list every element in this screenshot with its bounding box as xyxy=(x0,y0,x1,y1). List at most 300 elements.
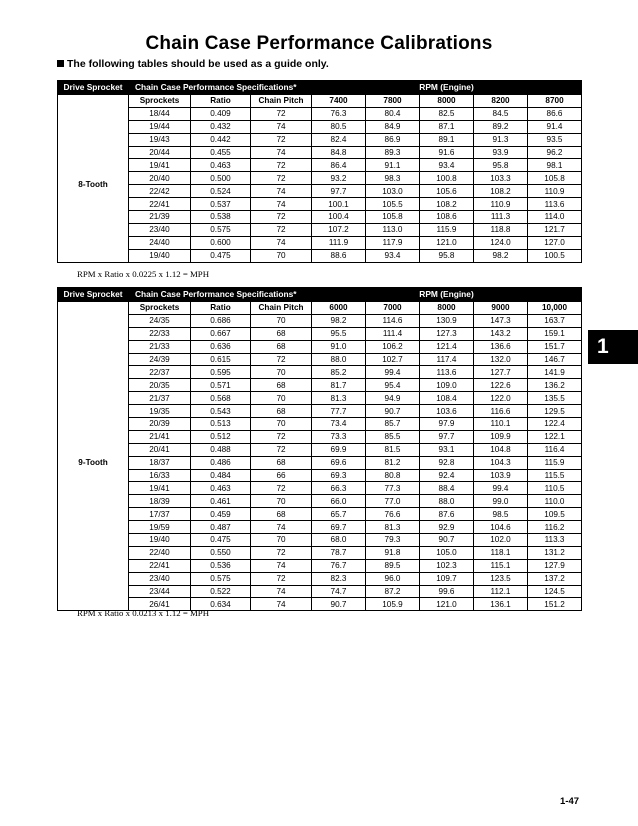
table-cell: 0.463 xyxy=(191,159,251,172)
calibration-table-9-tooth xyxy=(57,287,582,611)
table-cell: 76.7 xyxy=(312,559,366,572)
table-cell: 116.4 xyxy=(528,443,582,456)
table-cell: 18/39 xyxy=(129,495,191,508)
table-cell: 0.537 xyxy=(191,198,251,211)
drive-sprocket-label: 9-Tooth xyxy=(58,314,129,610)
table-cell: 72 xyxy=(251,430,312,443)
table-cell: 0.600 xyxy=(191,236,251,249)
table-row xyxy=(58,327,582,340)
table-cell: 97.9 xyxy=(420,418,474,431)
table-row xyxy=(58,198,582,211)
table-cell: 94.9 xyxy=(366,392,420,405)
table-cell: 0.484 xyxy=(191,469,251,482)
table-cell: 87.1 xyxy=(420,120,474,133)
table-cell: 95.8 xyxy=(420,249,474,262)
table-row xyxy=(58,185,582,198)
table-cell: 88.0 xyxy=(312,353,366,366)
drive-sprocket-label: 8-Tooth xyxy=(58,107,129,262)
table-cell: 68 xyxy=(251,340,312,353)
table-cell: 103.3 xyxy=(474,172,528,185)
table-cell: 0.512 xyxy=(191,430,251,443)
table-cell: 93.1 xyxy=(420,443,474,456)
table-cell: 127.9 xyxy=(528,559,582,572)
table-cell: 109.9 xyxy=(474,430,528,443)
table-row xyxy=(58,366,582,379)
table-cell: 91.3 xyxy=(474,133,528,146)
table-cell: 0.487 xyxy=(191,521,251,534)
table-cell: 93.5 xyxy=(528,133,582,146)
table-cell: 151.2 xyxy=(528,598,582,611)
table-cell: 21/41 xyxy=(129,430,191,443)
table-cell: 22/42 xyxy=(129,185,191,198)
table-cell: 103.6 xyxy=(420,405,474,418)
table-cell: 122.4 xyxy=(528,418,582,431)
table-cell: 0.543 xyxy=(191,405,251,418)
table-cell: 0.432 xyxy=(191,120,251,133)
rpm-col-header: 8700 xyxy=(528,95,582,108)
table-cell: 110.1 xyxy=(474,418,528,431)
table-cell: 74 xyxy=(251,521,312,534)
table-row xyxy=(58,146,582,159)
table-cell: 124.5 xyxy=(528,585,582,598)
table-row xyxy=(58,469,582,482)
table-row xyxy=(58,353,582,366)
table-cell: 114.0 xyxy=(528,211,582,224)
table-cell: 69.9 xyxy=(312,443,366,456)
table-cell: 136.6 xyxy=(474,340,528,353)
table-cell: 87.2 xyxy=(366,585,420,598)
table-body xyxy=(58,107,582,262)
table-cell: 141.9 xyxy=(528,366,582,379)
table-row xyxy=(58,211,582,224)
spec-header: Chain Case Performance Specifications* xyxy=(129,288,312,302)
table-cell: 90.7 xyxy=(366,405,420,418)
table-cell: 0.455 xyxy=(191,146,251,159)
table-cell: 66.3 xyxy=(312,482,366,495)
table-cell: 122.1 xyxy=(528,430,582,443)
guide-note xyxy=(57,58,329,70)
table-cell: 88.0 xyxy=(420,495,474,508)
table-cell: 127.7 xyxy=(474,366,528,379)
table-cell: 103.0 xyxy=(366,185,420,198)
table-cell: 16/33 xyxy=(129,469,191,482)
table-row xyxy=(58,405,582,418)
table-cell: 93.2 xyxy=(312,172,366,185)
table-cell: 122.0 xyxy=(474,392,528,405)
table-cell: 124.0 xyxy=(474,236,528,249)
table-cell: 0.524 xyxy=(191,185,251,198)
table-cell: 98.2 xyxy=(312,314,366,327)
table-cell: 109.7 xyxy=(420,572,474,585)
table-cell: 80.5 xyxy=(312,120,366,133)
table-cell: 95.8 xyxy=(474,159,528,172)
table-cell: 74 xyxy=(251,585,312,598)
table-cell: 24/40 xyxy=(129,236,191,249)
table-cell: 0.459 xyxy=(191,508,251,521)
table-cell: 99.4 xyxy=(474,482,528,495)
table-cell: 87.6 xyxy=(420,508,474,521)
table-cell: 122.6 xyxy=(474,379,528,392)
table-row xyxy=(58,172,582,185)
table-cell: 72 xyxy=(251,159,312,172)
table-cell: 115.9 xyxy=(420,223,474,236)
table-cell: 92.8 xyxy=(420,456,474,469)
table-cell: 89.5 xyxy=(366,559,420,572)
table-cell: 74 xyxy=(251,120,312,133)
table-cell: 90.7 xyxy=(420,534,474,547)
table-cell: 68 xyxy=(251,327,312,340)
table-cell: 151.7 xyxy=(528,340,582,353)
table-cell: 131.2 xyxy=(528,546,582,559)
table-cell: 163.7 xyxy=(528,314,582,327)
table-cell: 92.9 xyxy=(420,521,474,534)
table-row xyxy=(58,495,582,508)
table-cell: 129.5 xyxy=(528,405,582,418)
table-cell: 82.3 xyxy=(312,572,366,585)
table-cell: 105.8 xyxy=(528,172,582,185)
chain-pitch-header: Chain Pitch xyxy=(251,95,312,108)
table-cell: 72 xyxy=(251,572,312,585)
table-row xyxy=(58,430,582,443)
table-cell: 146.7 xyxy=(528,353,582,366)
table-cell: 81.7 xyxy=(312,379,366,392)
table-body xyxy=(58,314,582,610)
table-cell: 22/41 xyxy=(129,198,191,211)
ratio-header: Ratio xyxy=(191,302,251,315)
table-row xyxy=(58,120,582,133)
table-cell: 109.0 xyxy=(420,379,474,392)
sprockets-header: Sprockets xyxy=(129,302,191,315)
table-cell: 113.0 xyxy=(366,223,420,236)
table-cell: 88.4 xyxy=(420,482,474,495)
table-cell: 91.4 xyxy=(528,120,582,133)
table-cell: 65.7 xyxy=(312,508,366,521)
table-cell: 76.6 xyxy=(366,508,420,521)
table-cell: 104.8 xyxy=(474,443,528,456)
table-cell: 70 xyxy=(251,534,312,547)
table-cell: 82.5 xyxy=(420,107,474,120)
table-row xyxy=(58,418,582,431)
table-cell: 0.463 xyxy=(191,482,251,495)
table-cell: 19/44 xyxy=(129,120,191,133)
table-cell: 72 xyxy=(251,133,312,146)
table-cell: 19/41 xyxy=(129,482,191,495)
table-cell: 104.3 xyxy=(474,456,528,469)
table-cell: 21/37 xyxy=(129,392,191,405)
table-cell: 85.2 xyxy=(312,366,366,379)
table-cell: 69.3 xyxy=(312,469,366,482)
table-cell: 20/40 xyxy=(129,172,191,185)
table-cell: 72 xyxy=(251,353,312,366)
table-cell: 0.475 xyxy=(191,534,251,547)
table-cell: 23/40 xyxy=(129,223,191,236)
table-cell: 77.0 xyxy=(366,495,420,508)
table-cell: 115.5 xyxy=(528,469,582,482)
table-cell: 22/40 xyxy=(129,546,191,559)
table-cell: 20/35 xyxy=(129,379,191,392)
calibration-table-8-tooth xyxy=(57,80,582,263)
table-cell: 108.2 xyxy=(420,198,474,211)
table-cell: 0.550 xyxy=(191,546,251,559)
table-cell: 72 xyxy=(251,546,312,559)
table-cell: 132.0 xyxy=(474,353,528,366)
table-cell: 113.6 xyxy=(420,366,474,379)
table-cell: 74 xyxy=(251,598,312,611)
table-cell: 91.8 xyxy=(366,546,420,559)
table-cell: 69.7 xyxy=(312,521,366,534)
table-row xyxy=(58,133,582,146)
table-cell: 113.3 xyxy=(528,534,582,547)
table-cell: 66.0 xyxy=(312,495,366,508)
table-cell: 0.615 xyxy=(191,353,251,366)
table-row xyxy=(58,159,582,172)
table-cell: 19/40 xyxy=(129,534,191,547)
table-cell: 20/41 xyxy=(129,443,191,456)
table-cell: 135.5 xyxy=(528,392,582,405)
table-cell: 76.3 xyxy=(312,107,366,120)
table-cell: 81.3 xyxy=(312,392,366,405)
table-row xyxy=(58,572,582,585)
table-cell: 123.5 xyxy=(474,572,528,585)
table-cell: 108.4 xyxy=(420,392,474,405)
table-cell: 18/37 xyxy=(129,456,191,469)
table-row xyxy=(58,508,582,521)
table-cell: 0.488 xyxy=(191,443,251,456)
table-cell: 20/44 xyxy=(129,146,191,159)
table-cell: 105.9 xyxy=(366,598,420,611)
rpm-header: RPM (Engine) xyxy=(312,288,582,302)
table-cell: 84.9 xyxy=(366,120,420,133)
table-cell: 110.9 xyxy=(474,198,528,211)
table-cell: 20/39 xyxy=(129,418,191,431)
table-cell: 19/40 xyxy=(129,249,191,262)
table-cell: 127.0 xyxy=(528,236,582,249)
table-row xyxy=(58,340,582,353)
table-cell: 70 xyxy=(251,392,312,405)
table-cell: 110.9 xyxy=(528,185,582,198)
table-cell: 97.7 xyxy=(312,185,366,198)
table-cell: 113.6 xyxy=(528,198,582,211)
table-cell: 0.442 xyxy=(191,133,251,146)
table-cell: 0.461 xyxy=(191,495,251,508)
table-cell: 109.5 xyxy=(528,508,582,521)
table-cell: 86.9 xyxy=(366,133,420,146)
table-cell: 21/33 xyxy=(129,340,191,353)
table-cell: 90.7 xyxy=(312,598,366,611)
table-cell: 72 xyxy=(251,172,312,185)
rpm-col-header: 7800 xyxy=(366,95,420,108)
rpm-col-header: 8000 xyxy=(420,95,474,108)
table-cell: 84.5 xyxy=(474,107,528,120)
table-cell: 19/41 xyxy=(129,159,191,172)
table-cell: 0.475 xyxy=(191,249,251,262)
table-cell: 117.4 xyxy=(420,353,474,366)
table-cell: 108.6 xyxy=(420,211,474,224)
guide-note-text: The following tables should be used as a guide only. xyxy=(67,58,329,70)
table-cell: 26/41 xyxy=(129,598,191,611)
table-cell: 74 xyxy=(251,146,312,159)
table-cell: 96.0 xyxy=(366,572,420,585)
table-cell: 68 xyxy=(251,379,312,392)
table-cell: 111.4 xyxy=(366,327,420,340)
table-cell: 116.2 xyxy=(528,521,582,534)
sprockets-header: Sprockets xyxy=(129,95,191,108)
table-cell: 74 xyxy=(251,236,312,249)
table-cell: 0.571 xyxy=(191,379,251,392)
table-cell: 127.3 xyxy=(420,327,474,340)
table-cell: 105.8 xyxy=(366,211,420,224)
table-cell: 93.4 xyxy=(420,159,474,172)
table-cell: 91.1 xyxy=(366,159,420,172)
table-cell: 85.5 xyxy=(366,430,420,443)
drive-sprocket-cell xyxy=(58,302,129,315)
table-cell: 95.5 xyxy=(312,327,366,340)
table-cell: 0.522 xyxy=(191,585,251,598)
table-cell: 121.0 xyxy=(420,598,474,611)
table-cell: 73.3 xyxy=(312,430,366,443)
table-cell: 72 xyxy=(251,107,312,120)
table-cell: 118.1 xyxy=(474,546,528,559)
table-cell: 121.7 xyxy=(528,223,582,236)
table-cell: 81.3 xyxy=(366,521,420,534)
table-row xyxy=(58,314,582,327)
table-row xyxy=(58,456,582,469)
table-cell: 72 xyxy=(251,443,312,456)
table-cell: 121.4 xyxy=(420,340,474,353)
table-cell: 22/33 xyxy=(129,327,191,340)
table-cell: 99.6 xyxy=(420,585,474,598)
table-cell: 22/41 xyxy=(129,559,191,572)
mph-formula: RPM x Ratio x 0.0213 x 1.12 = MPH xyxy=(77,608,210,618)
table-cell: 68 xyxy=(251,405,312,418)
table-cell: 0.513 xyxy=(191,418,251,431)
square-bullet-icon xyxy=(57,60,64,67)
spec-header: Chain Case Performance Specifications* xyxy=(129,81,312,95)
table-cell: 92.4 xyxy=(420,469,474,482)
table-cell: 143.2 xyxy=(474,327,528,340)
table-cell: 116.6 xyxy=(474,405,528,418)
rpm-col-header: 6000 xyxy=(312,302,366,315)
table-cell: 0.409 xyxy=(191,107,251,120)
table-cell: 68 xyxy=(251,456,312,469)
table-cell: 112.1 xyxy=(474,585,528,598)
table-cell: 0.575 xyxy=(191,223,251,236)
table-cell: 68 xyxy=(251,508,312,521)
table-cell: 102.0 xyxy=(474,534,528,547)
table-cell: 105.0 xyxy=(420,546,474,559)
table-cell: 21/39 xyxy=(129,211,191,224)
table-cell: 0.634 xyxy=(191,598,251,611)
table-cell: 111.3 xyxy=(474,211,528,224)
table-cell: 68.0 xyxy=(312,534,366,547)
table-cell: 89.2 xyxy=(474,120,528,133)
table-row xyxy=(58,223,582,236)
table-cell: 99.0 xyxy=(474,495,528,508)
table-cell: 18/44 xyxy=(129,107,191,120)
table-cell: 91.6 xyxy=(420,146,474,159)
table-cell: 0.667 xyxy=(191,327,251,340)
table-cell: 98.2 xyxy=(474,249,528,262)
table-row xyxy=(58,249,582,262)
table-cell: 98.1 xyxy=(528,159,582,172)
table-cell: 88.6 xyxy=(312,249,366,262)
rpm-col-header: 9000 xyxy=(474,302,528,315)
table-cell: 100.4 xyxy=(312,211,366,224)
table-cell: 0.538 xyxy=(191,211,251,224)
table-cell: 0.536 xyxy=(191,559,251,572)
table-row xyxy=(58,546,582,559)
page-number: 1-47 xyxy=(560,796,580,807)
table-cell: 105.6 xyxy=(420,185,474,198)
table-cell: 115.9 xyxy=(528,456,582,469)
table-cell: 89.3 xyxy=(366,146,420,159)
table-cell: 78.7 xyxy=(312,546,366,559)
table-cell: 0.568 xyxy=(191,392,251,405)
page-title: Chain Case Performance Calibrations xyxy=(145,33,493,54)
table-cell: 70 xyxy=(251,366,312,379)
table-cell: 86.6 xyxy=(528,107,582,120)
table-cell: 93.9 xyxy=(474,146,528,159)
table-cell: 130.9 xyxy=(420,314,474,327)
table-cell: 89.1 xyxy=(420,133,474,146)
table-cell: 0.500 xyxy=(191,172,251,185)
table-cell: 81.5 xyxy=(366,443,420,456)
table-row xyxy=(58,392,582,405)
table-cell: 108.2 xyxy=(474,185,528,198)
rpm-col-header: 7000 xyxy=(366,302,420,315)
rpm-header: RPM (Engine) xyxy=(312,81,582,95)
table-cell: 0.486 xyxy=(191,456,251,469)
table-row xyxy=(58,379,582,392)
table-row xyxy=(58,482,582,495)
table-cell: 121.0 xyxy=(420,236,474,249)
table-cell: 0.636 xyxy=(191,340,251,353)
table-cell: 0.686 xyxy=(191,314,251,327)
table-row xyxy=(58,585,582,598)
rpm-col-header: 8000 xyxy=(420,302,474,315)
table-cell: 111.9 xyxy=(312,236,366,249)
table-cell: 159.1 xyxy=(528,327,582,340)
table-cell: 100.8 xyxy=(420,172,474,185)
table-cell: 147.3 xyxy=(474,314,528,327)
table-cell: 96.2 xyxy=(528,146,582,159)
ratio-header: Ratio xyxy=(191,95,251,108)
table-cell: 81.2 xyxy=(366,456,420,469)
rpm-col-header: 8200 xyxy=(474,95,528,108)
table-cell: 137.2 xyxy=(528,572,582,585)
table-cell: 0.595 xyxy=(191,366,251,379)
table-row xyxy=(58,559,582,572)
table-cell: 19/35 xyxy=(129,405,191,418)
drive-sprocket-cell xyxy=(58,95,129,108)
table-cell: 23/44 xyxy=(129,585,191,598)
table-cell: 17/37 xyxy=(129,508,191,521)
table-cell: 72 xyxy=(251,223,312,236)
table-cell: 136.1 xyxy=(474,598,528,611)
chapter-tab: 1 xyxy=(588,330,638,364)
table-cell: 100.1 xyxy=(312,198,366,211)
table-cell: 136.2 xyxy=(528,379,582,392)
table-cell: 80.8 xyxy=(366,469,420,482)
table-cell: 91.0 xyxy=(312,340,366,353)
table-cell: 102.7 xyxy=(366,353,420,366)
table-cell: 69.6 xyxy=(312,456,366,469)
table-cell: 72 xyxy=(251,211,312,224)
table-cell: 107.2 xyxy=(312,223,366,236)
table-cell: 115.1 xyxy=(474,559,528,572)
table-cell: 80.4 xyxy=(366,107,420,120)
table-cell: 93.4 xyxy=(366,249,420,262)
